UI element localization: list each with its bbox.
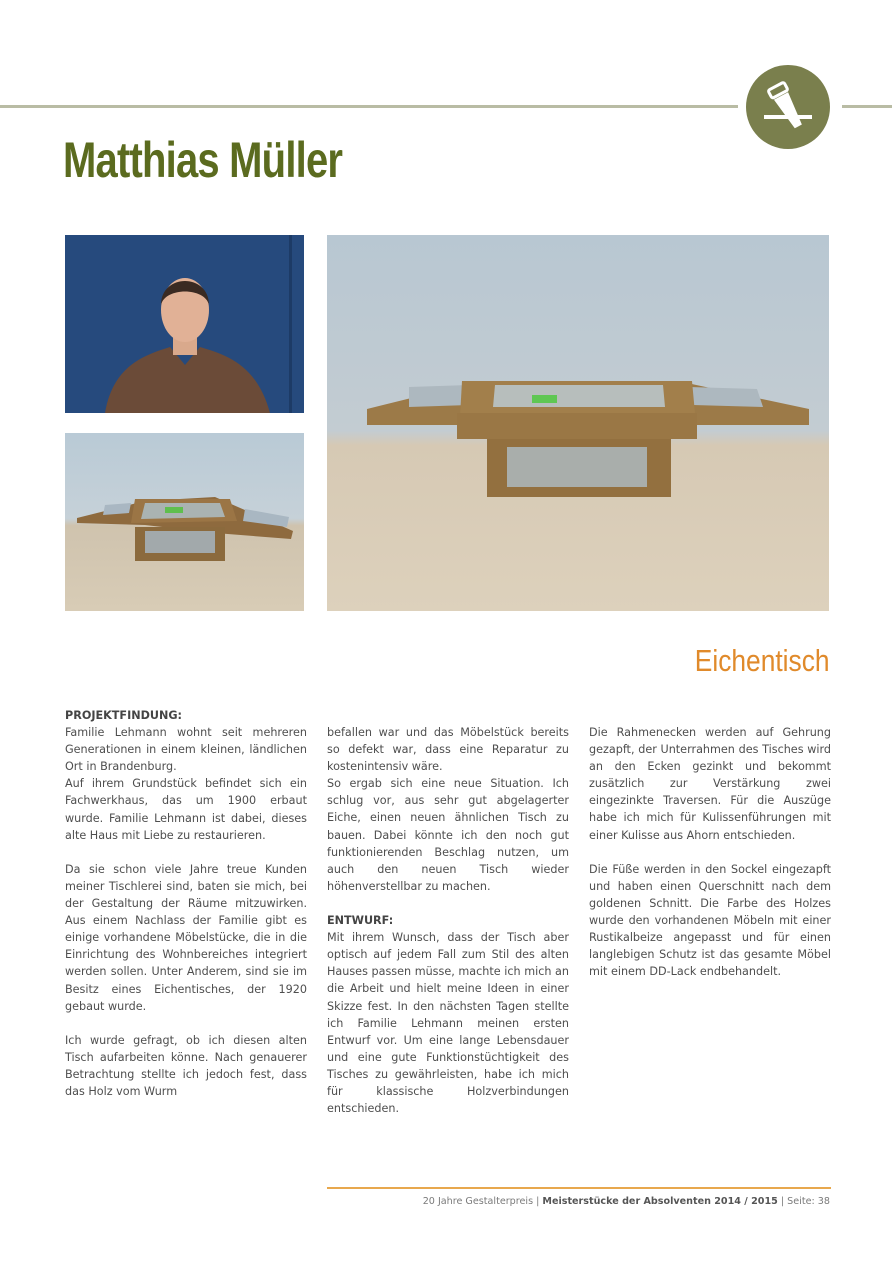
header-rule-left [0,105,738,108]
text-column-2 [327,724,569,1134]
table-photo-front [327,235,829,611]
portrait-photo [65,235,304,413]
header-rule-right [842,105,892,108]
paragraph: Auf ihrem Grundstück befindet sich ein Fachwerkhaus, das um 1900 erbaut wurde. Familie Lehmann ist dabei, dieses alte Haus mit Liebe zu restaurieren. [65,777,307,842]
table-photo-side [65,433,304,611]
paragraph: Mit ihrem Wunsch, dass der Tisch aber optisch auf jedem Fall zum Stil des alten Hauses passen müsse, machte ich mich an die Arbeit und hielt meine Ideen in einer Skizze fest. In den nächsten Tagen stellte ich Familie Lehmann meinen ersten Entwurf vor. Um eine lange Lebensdauer und eine gute Funktionstüchtigkeit des Tisches zu gewährleisten, habe ich mich für klassische Holzverbindungen entschieden. [327,931,569,1116]
paragraph: Familie Lehmann wohnt seit mehreren Generationen in einem kleinen, ländlichen Ort in Brandenburg. [65,726,307,774]
paragraph: Die Rahmenecken werden auf Gehrung gezapft, der Unterrahmen des Tisches wird an den Ecken gezinkt und bekommt zusätzlich zur Verstärkung zwei eingezinkte Traversen. Für die Auszüge habe ich mich für Kulissenführungen mit einer Kulisse aus Ahorn entschieden. [589,726,831,842]
text-column-3 [589,724,831,998]
paragraph: Ich wurde gefragt, ob ich diesen alten Tisch aufarbeiten könne. Nach genauerer Betrachtung stellte ich jedoch fest, dass das Holz vom Wurm [65,1033,307,1099]
page-title: Matthias Müller [63,132,343,188]
category-badge [746,65,830,149]
saw-icon [746,65,830,149]
paragraph: So ergab sich eine neue Situation. Ich schlug vor, aus sehr gut abgelagerter Eiche, einen neuen ähnlichen Tisch zu bauen. Dabei könnte ich den noch gut funktionierenden Beschlag nutzen, um auch den neuen Tisch wieder höhenverstellbar zu machen. [327,777,569,893]
paragraph: Die Füße werden in den Sockel eingezapft und haben einen Querschnitt nach dem goldenen Schnitt. Die Farbe des Holzes wurde den vorhandenen Möbeln mit einer Rustikalbeize angepasst und für einen langlebigen Schutz ist das gesamte Möbel mit einem DD-Lack endbehandelt. [589,862,831,979]
footer-publication: 20 Jahre Gestalterpreis | [422,1196,543,1207]
text-column-1 [65,707,307,1117]
footer-page-number: | Seite: 38 [777,1196,830,1207]
footer-edition: Meisterstücke der Absolventen 2014 / 2015 [542,1196,778,1207]
paragraph: befallen war und das Möbelstück bereits so defekt war, dass eine Reparatur zu kostenintensiv wäre. [327,726,569,774]
page-footer [423,1196,830,1207]
footer-rule [327,1187,831,1189]
section-heading-projektfindung: PROJEKTFINDUNG: [65,709,182,722]
paragraph: Da sie schon viele Jahre treue Kunden meiner Tischlerei sind, baten sie mich, bei der Gestaltung der Räume mitzuwirken. Aus einem Nachlass der Familie gibt es einige vorhandene Möbelstücke, die in die Einrichtung des Wohnbereiches integriert werden sollen. Unter Anderem, sind sie im Besitz eines Eichentisches, der 1920 gebaut wurde. [65,862,307,1013]
project-title: Eichentisch [695,643,830,678]
section-heading-entwurf: ENTWURF: [327,914,394,928]
